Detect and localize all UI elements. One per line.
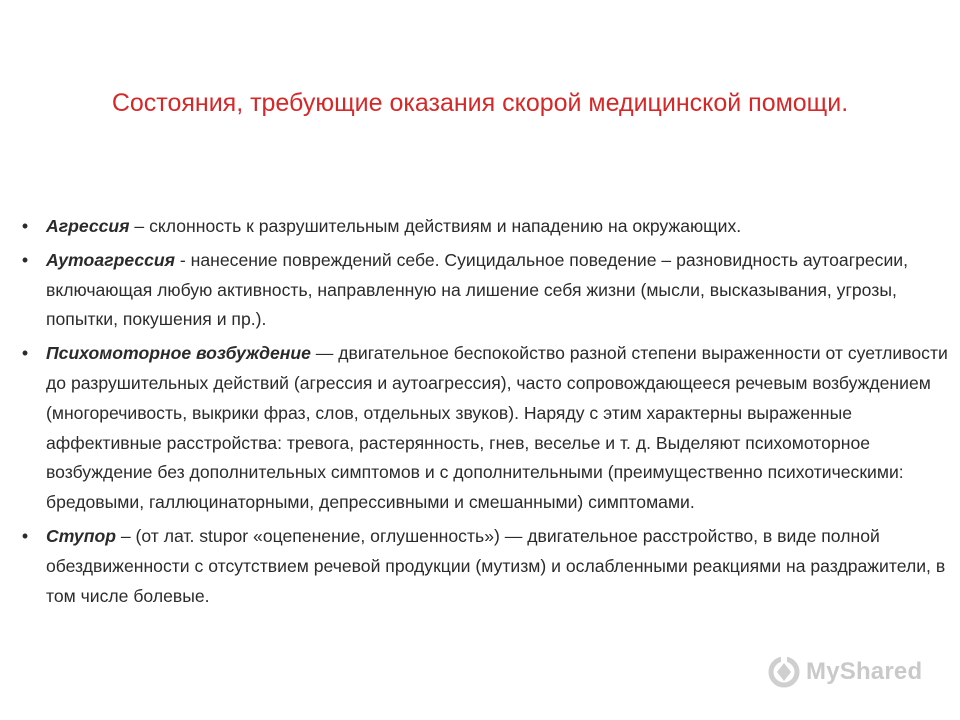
term-psychomotor-agitation: Психомоторное возбуждение: [46, 343, 311, 364]
bullet-dot-icon: •: [21, 216, 29, 236]
bullet-dot-icon: •: [21, 525, 29, 546]
definition-aggression: – склонность к разрушительным действиям и нападению на окружающих.: [129, 216, 742, 236]
list-item: [18, 339, 948, 518]
term-aggression: Агрессия: [46, 216, 130, 236]
list-item: [18, 522, 948, 611]
term-autoaggression: Аутоагрессия: [46, 249, 176, 270]
definition-psychomotor-agitation: — двигательное беспокойство разной степени выраженности от суетливости до разрушительных действий (агрессия и аутоагрессия), часто сопровождающееся речевым возбуждением (многоречивость, выкрики фраз, слов, отдельных звуков). Наряду с этим характерны выраженные аффективные расстройства: тревога, растерянность, гнев, веселье и т. д. Выделяют психомоторное возбуждение без дополнительных симптомов и с дополнительными (преимущественно психотическими: бредовыми, галлюцинаторными, депрессивными и смешанными) симптомами.: [46, 343, 948, 513]
bullet-list: [18, 212, 948, 615]
bullet-dot-icon: •: [21, 343, 29, 364]
definition-autoaggression: - нанесение повреждений себе. Суицидальное поведение – разновидность аутоагресии, включающая любую активность, направленную на лишение себя жизни (мысли, высказывания, угрозы, попытки, покушения и пр.).: [46, 249, 909, 330]
slide-title: Состояния, требующие оказания скорой медицинской помощи.: [111, 89, 849, 117]
bullet-dot-icon: •: [21, 249, 29, 270]
list-item: [18, 246, 948, 335]
list-item: [18, 212, 948, 242]
definition-stupor: – (от лат. stupor «оцепенение, оглушенность») — двигательное расстройство, в виде полной обездвиженности с отсутствием речевой продукции (мутизм) и ослабленными реакциями на раздражители, в том числе болевые.: [46, 525, 946, 606]
term-stupor: Ступор: [46, 525, 116, 546]
watermark-text: MyShared: [806, 658, 923, 685]
watermark: [768, 656, 928, 690]
myshared-logo-icon: [768, 656, 800, 688]
